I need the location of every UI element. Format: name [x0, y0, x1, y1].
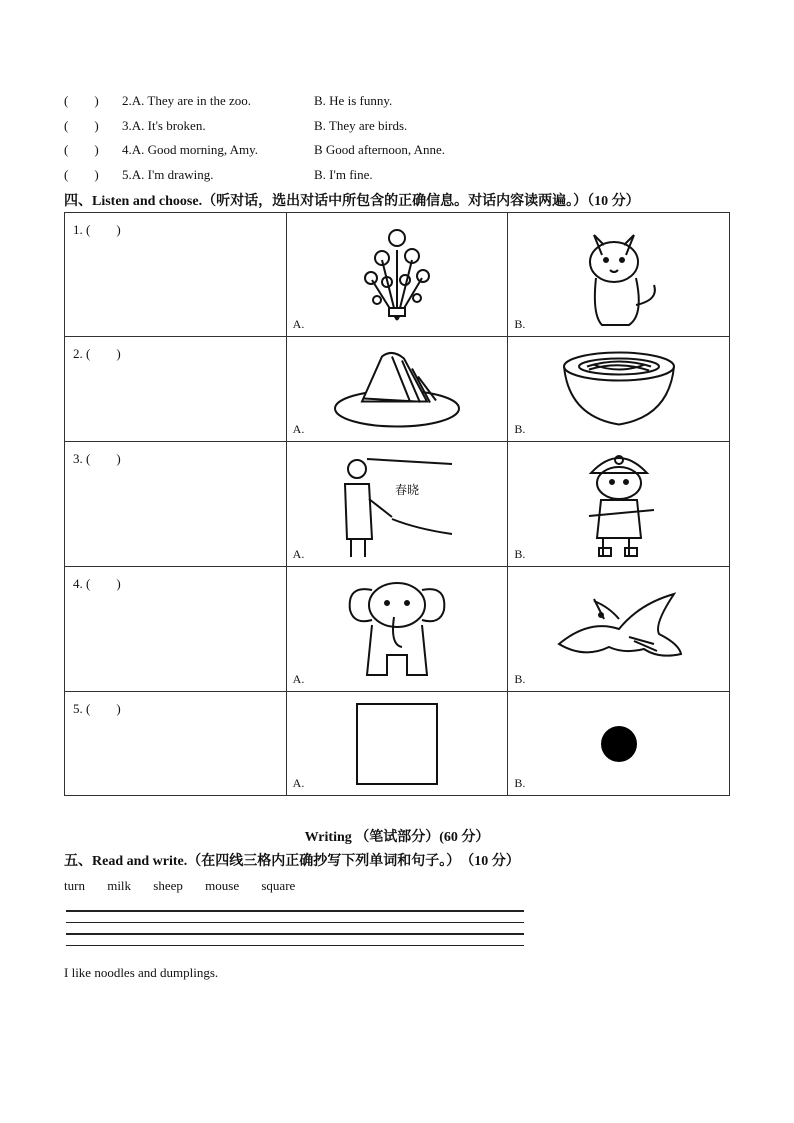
option-a: 3.A. It's broken.	[122, 118, 206, 133]
item-number[interactable]: 2. ( )	[73, 346, 121, 361]
guide-line	[66, 945, 524, 947]
item-number[interactable]: 3. ( )	[73, 451, 121, 466]
option-b-cell[interactable]	[508, 692, 730, 796]
answer-paren[interactable]: ( )	[64, 167, 99, 182]
option-a: 5.A. I'm drawing.	[122, 167, 214, 182]
copy-sentence: I like noodles and dumplings.	[64, 965, 219, 980]
table-row	[65, 442, 730, 567]
option-b: B. I'm fine.	[314, 167, 373, 182]
teacher-icon	[337, 449, 457, 559]
option-a-label: A.	[292, 317, 305, 331]
table-row	[65, 337, 730, 442]
section-4-title: 四、Listen and choose.（听对话，选出对话中所包含的正确信息。对话内容读两遍。）（10 分）	[64, 194, 640, 209]
guide-line	[66, 933, 524, 935]
bird-icon	[549, 589, 689, 669]
option-b-label: B.	[514, 672, 526, 686]
flowers-icon	[347, 220, 447, 330]
soldier-icon	[579, 448, 659, 560]
table-row	[65, 567, 730, 692]
noodle-bowl-icon	[559, 347, 679, 432]
option-b-label: B.	[514, 317, 526, 331]
option-a-cell[interactable]	[286, 337, 508, 442]
option-b-cell[interactable]	[508, 567, 730, 692]
option-b-label: B.	[514, 422, 526, 436]
table-row	[65, 692, 730, 796]
elephant-icon	[342, 575, 452, 683]
word: mouse	[205, 878, 240, 893]
item-number[interactable]: 1. ( )	[73, 222, 121, 237]
option-b: B Good afternoon, Anne.	[314, 142, 446, 157]
option-a-cell[interactable]	[286, 692, 508, 796]
word: sheep	[153, 878, 183, 893]
option-a-label: A.	[292, 547, 305, 561]
four-line-writing-area[interactable]	[66, 910, 524, 956]
cat-icon	[574, 220, 664, 330]
listen-choose-table	[64, 212, 730, 796]
section-5-title: 五、Read and write.（在四线三格内正确抄写下列单词和句子。） （10 分）	[64, 854, 520, 869]
guide-line	[66, 910, 524, 912]
option-a: 2.A. They are in the zoo.	[122, 93, 251, 108]
word: turn	[64, 878, 85, 893]
circle-icon	[599, 724, 639, 764]
option-a-cell[interactable]	[286, 567, 508, 692]
answer-paren[interactable]: ( )	[64, 93, 99, 108]
option-b: B. They are birds.	[314, 118, 408, 133]
word: square	[261, 878, 296, 893]
bread-plate-icon	[332, 347, 462, 432]
word-list	[64, 878, 314, 894]
option-a: 4.A. Good morning, Amy.	[122, 142, 259, 157]
option-b-cell[interactable]	[508, 337, 730, 442]
table-row	[65, 213, 730, 337]
option-b-cell[interactable]	[508, 213, 730, 337]
square-icon	[355, 702, 439, 786]
guide-line	[66, 922, 524, 924]
answer-paren[interactable]: ( )	[64, 142, 99, 157]
option-a-cell[interactable]	[286, 442, 508, 567]
word: milk	[107, 878, 132, 893]
option-a-label: A.	[292, 776, 305, 790]
option-a-cell[interactable]	[286, 213, 508, 337]
option-b-cell[interactable]	[508, 442, 730, 567]
board-text: 春晓	[394, 483, 419, 497]
option-b-label: B.	[514, 776, 526, 790]
item-number[interactable]: 4. ( )	[73, 576, 121, 591]
item-number[interactable]: 5. ( )	[73, 701, 121, 716]
option-a-label: A.	[292, 672, 305, 686]
option-a-label: A.	[292, 422, 305, 436]
writing-section-header: Writing （笔试部分）(60 分）	[304, 830, 490, 845]
option-b: B. He is funny.	[314, 93, 393, 108]
answer-paren[interactable]: ( )	[64, 118, 99, 133]
option-b-label: B.	[514, 547, 526, 561]
